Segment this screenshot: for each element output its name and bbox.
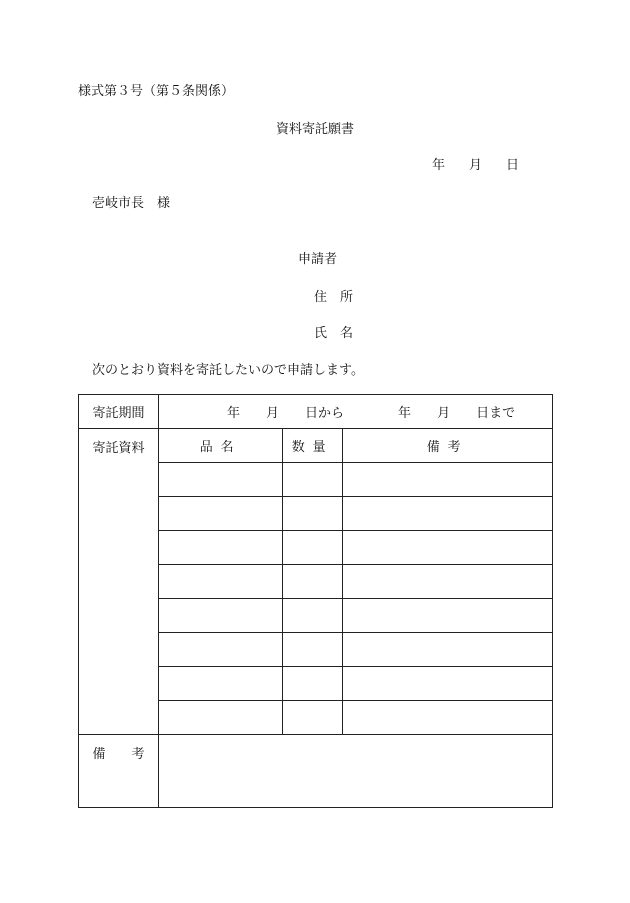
intro-text: 次のとおり資料を寄託したいので申請します。 bbox=[92, 363, 364, 378]
period-row bbox=[79, 395, 553, 429]
remarks-cell[interactable] bbox=[343, 701, 553, 735]
remarks-cell[interactable] bbox=[343, 497, 553, 531]
remarks-row bbox=[79, 735, 553, 808]
item-name-cell[interactable] bbox=[159, 667, 283, 701]
applicant-label: 申請者 bbox=[298, 252, 338, 267]
name-label: 氏 名 bbox=[314, 326, 354, 341]
quantity-cell[interactable] bbox=[283, 667, 343, 701]
start-day-label: 日から bbox=[305, 406, 345, 421]
item-name-cell[interactable] bbox=[159, 531, 283, 565]
remarks-cell[interactable] bbox=[343, 667, 553, 701]
quantity-cell[interactable] bbox=[283, 531, 343, 565]
form-number: 様式第３号（第５条関係） bbox=[78, 84, 235, 99]
end-year-label: 年 bbox=[398, 406, 412, 421]
col-header-quantity: 数量 bbox=[283, 429, 343, 463]
item-name-cell[interactable] bbox=[159, 599, 283, 633]
materials-label: 寄託資料 bbox=[79, 429, 159, 735]
remarks-cell[interactable] bbox=[343, 599, 553, 633]
remarks-label: 備 考 bbox=[79, 735, 159, 808]
quantity-cell[interactable] bbox=[283, 497, 343, 531]
end-month-label: 月 bbox=[437, 406, 451, 421]
materials-header-row bbox=[79, 429, 553, 463]
document-title: 資料寄託願書 bbox=[275, 122, 354, 137]
quantity-cell[interactable] bbox=[283, 633, 343, 667]
start-month-label: 月 bbox=[266, 406, 280, 421]
date-day-label: 日 bbox=[506, 158, 520, 173]
address-label: 住 所 bbox=[314, 290, 354, 305]
quantity-cell[interactable] bbox=[283, 599, 343, 633]
quantity-cell[interactable] bbox=[283, 565, 343, 599]
date-month-label: 月 bbox=[469, 158, 483, 173]
addressee: 壱岐市長 様 bbox=[92, 196, 171, 211]
deposit-form-table bbox=[78, 394, 553, 808]
remarks-cell[interactable] bbox=[343, 633, 553, 667]
quantity-cell[interactable] bbox=[283, 701, 343, 735]
start-year-label: 年 bbox=[227, 406, 241, 421]
remarks-cell[interactable] bbox=[343, 531, 553, 565]
quantity-cell[interactable] bbox=[283, 463, 343, 497]
date-line bbox=[432, 154, 519, 173]
item-name-cell[interactable] bbox=[159, 565, 283, 599]
period-field[interactable] bbox=[159, 395, 553, 429]
item-name-cell[interactable] bbox=[159, 497, 283, 531]
end-day-label: 日まで bbox=[476, 406, 516, 421]
item-name-cell[interactable] bbox=[159, 701, 283, 735]
date-year-label: 年 bbox=[432, 158, 446, 173]
remarks-field[interactable] bbox=[159, 735, 553, 808]
period-label: 寄託期間 bbox=[79, 395, 159, 429]
remarks-cell[interactable] bbox=[343, 463, 553, 497]
item-name-cell[interactable] bbox=[159, 463, 283, 497]
col-header-item-name: 品名 bbox=[159, 429, 283, 463]
col-header-remarks: 備考 bbox=[343, 429, 553, 463]
remarks-cell[interactable] bbox=[343, 565, 553, 599]
item-name-cell[interactable] bbox=[159, 633, 283, 667]
